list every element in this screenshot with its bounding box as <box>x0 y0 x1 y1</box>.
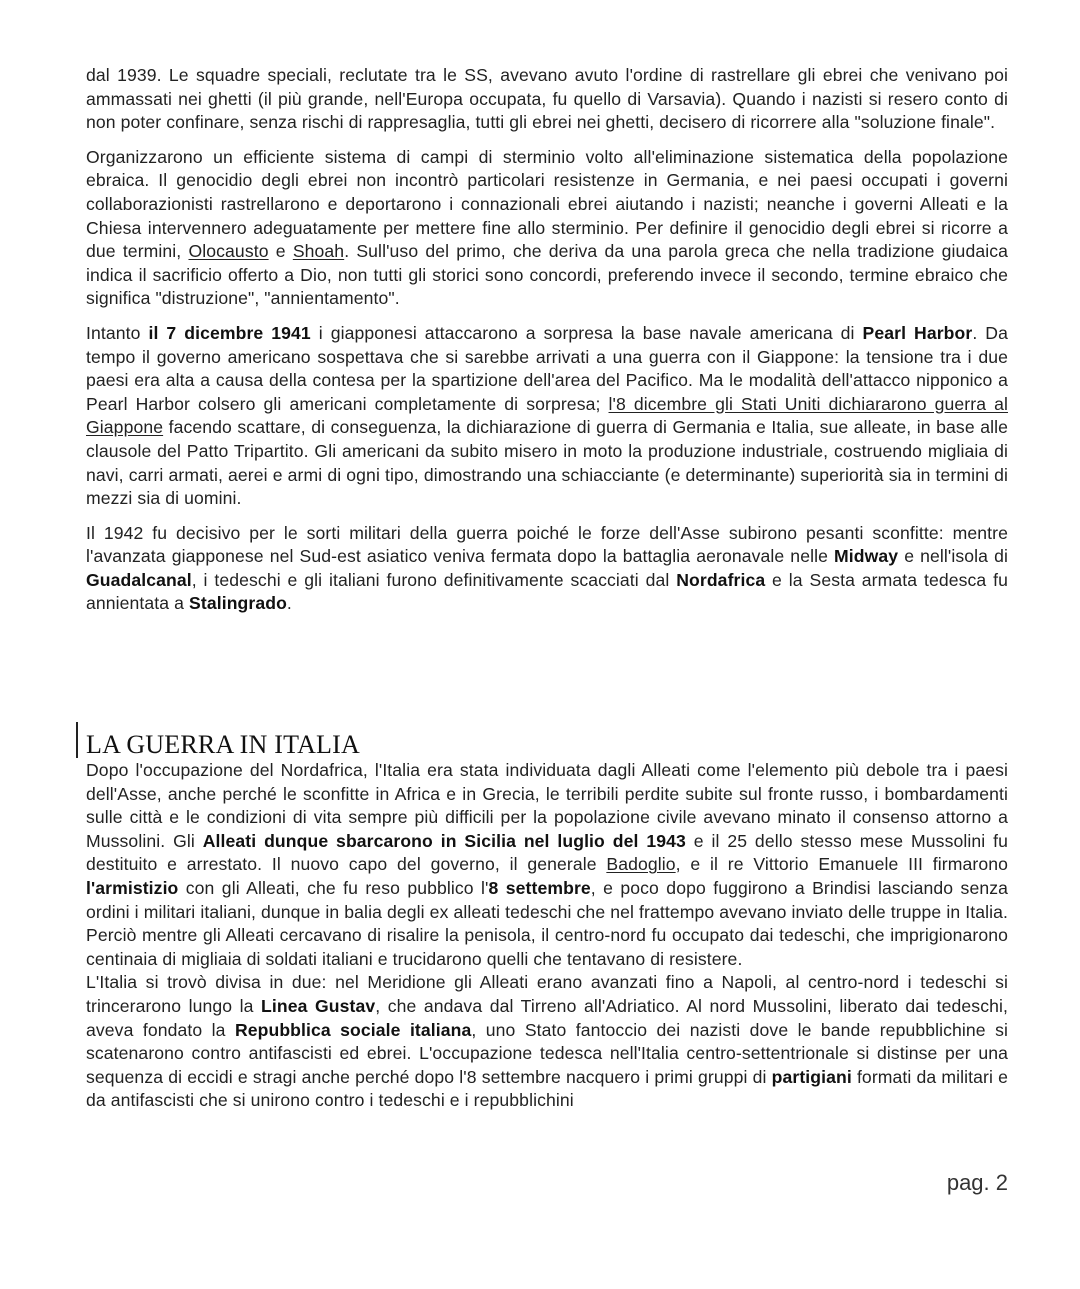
text-run: , che andava dal Tirreno all'Adriatico. Al nord Mussolini, liberato dai tedeschi, aveva fondato la <box>86 995 1008 1040</box>
section-body <box>86 759 1008 1113</box>
text-run: L'Italia si trovò divisa in due: nel Meridione gli Alleati erano avanzati fino a Napoli, al centro-nord i tedeschi si trincerarono lungo la <box>86 972 1008 1016</box>
text-run: e il 25 dello stesso mese Mussolini fu destituito e arrestato. Il nuovo capo del governo, il generale <box>86 830 1008 875</box>
bold-text: Midway <box>834 546 899 567</box>
text-run: con gli Alleati, che fu reso pubblico l' <box>178 877 489 898</box>
text-run: Dopo l'occupazione del Nordafrica, l'Italia era stata individuata dagli Alleati come l'elemento più debole tra i paesi dell'Asse, anche perché le sconfitte in Africa e in Grecia, le terribili perdite subite sul fronte russo, i bombardamenti sulle città e le condizioni di vita sempre più difficili per la popolazione civile avevano minato il consenso attorno a Mussolini. Gli <box>86 760 1008 851</box>
text-run: formati da militari e da antifascisti che si unirono contro i tedeschi e i repubblichini <box>86 1066 1008 1111</box>
text-run: . Da tempo il governo americano sospettava che si sarebbe arrivati a una guerra con il Giappone: la tensione tra i due paesi era alta a causa della contesa per la spartizione dell'area del Pacifico. Ma le modalità dell'attacco nipponico a Pearl Harbor colsero gli americani completamente di sorpresa; <box>86 322 1008 414</box>
text-run: , i tedeschi e gli italiani furono definitivamente scacciati dal <box>191 569 677 590</box>
text-run: Organizzarono un efficiente sistema di campi di sterminio volto all'eliminazione sistematica della popolazione ebraica. Il genocidio degli ebrei non incontrò particolari resistenze in Germania, e nei paesi occupati i governi collaborazionisti rastrellarono e deportarono i connazionali ebrei aiutando i nazisti; neanche i governi Alleati e la Chiesa intervennero adeguatamente per mettere fine allo sterminio. Per definire il genocidio degli ebrei si ricorre a due termini, <box>86 146 1008 262</box>
bold-text: l'armistizio <box>86 877 179 898</box>
bold-text: Pearl Harbor <box>862 322 973 343</box>
text-run: e <box>268 241 293 262</box>
text-run: , e il re Vittorio Emanuele III firmarono <box>675 854 1008 875</box>
page-number: pag. 2 <box>946 1170 1008 1195</box>
text-run: Il 1942 fu decisivo per le sorti militari della guerra poiché le forze dell'Asse subirono pesanti sconfitte: mentre l'avanzata giapponese nel Sud-est asiatico veniva fermata dopo la battaglia aeronavale nelle <box>86 522 1008 567</box>
bold-text: il 7 dicembre 1941 <box>148 322 311 343</box>
paragraph <box>86 759 1008 971</box>
paragraph <box>86 322 1008 511</box>
underlined-text: Olocausto <box>188 241 269 262</box>
underlined-text: Shoah <box>292 241 345 262</box>
underlined-text: l'8 dicembre gli Stati Uniti dichiararono guerra al Giappone <box>86 393 1009 438</box>
paragraph <box>86 64 1008 135</box>
text-run: dal 1939. Le squadre speciali, reclutate tra le SS, avevano avuto l'ordine di rastrellare gli ebrei che venivano poi ammassati nei ghetti (il più grande, nell'Europa occupata, fu quello di Varsavia). Quando i nazisti si resero conto di non poter confinare, senza rischi di rappresaglia, tutti gli ebrei nei ghetti, decisero di ricorrere alla "soluzione finale". <box>86 65 1008 133</box>
bold-text: Nordafrica <box>676 569 766 590</box>
text-run: e la Sesta armata tedesca fu annientata a <box>86 569 1008 614</box>
text-run: facendo scattare, di conseguenza, la dichiarazione di guerra di Germania e Italia, sue alleate, in base alle clausole del Patto Tripartito. Gli americani da subito misero in moto la produzione industriale, costruendo migliaia di navi, carri armati, aerei e armi di ogni tipo, dimostrando una schiacciante (e determinante) superiorità sia in termini di mezzi sia di uomini. <box>86 417 1008 509</box>
text-run: e nell'isola di <box>898 546 1008 567</box>
document-body <box>86 64 1008 616</box>
paragraph <box>86 971 1008 1113</box>
paragraph <box>86 522 1008 616</box>
bold-text: partigiani <box>771 1066 852 1087</box>
text-run: , uno Stato fantoccio dei nazisti dove le bande repubblichine si scatenarono contro antifascisti ed ebrei. L'occupazione tedesca nell'Italia centro-settentrionale si distinse per una sequenza di eccidi e stragi anche perché dopo l'8 settembre nacquero i primi gruppi di <box>86 1019 1008 1087</box>
text-run: . <box>286 593 292 614</box>
text-run: , e poco dopo fuggirono a Brindisi lasciando senza ordini i militari italiani, dunque in balia degli ex alleati tedeschi che nel frattempo avevano inviato delle truppe in Italia. Perciò mentre gli Alleati cercavano di risalire la penisola, il centro-nord fu occupato dai tedeschi, che imprigionarono centinaia di migliaia di soldati italiani e trucidarono quelli che tentavano di resistere. <box>86 877 1008 969</box>
text-run: i giapponesi attaccarono a sorpresa la base navale americana di <box>310 322 863 343</box>
section-heading: LA GUERRA IN ITALIA <box>86 730 360 759</box>
bold-text: Stalingrado <box>189 593 287 614</box>
bold-text: Alleati dunque sbarcarono in Sicilia nel luglio del 1943 <box>202 830 686 851</box>
bold-text: Repubblica sociale italiana <box>234 1019 472 1040</box>
bold-text: Linea Gustav <box>261 995 376 1016</box>
bold-text: 8 settembre <box>488 877 591 898</box>
text-run: Intanto <box>86 322 149 343</box>
paragraph <box>86 146 1008 311</box>
section-heading-block <box>76 722 1016 760</box>
text-run: . Sull'uso del primo, che deriva da una parola greca che nella tradizione giudaica indica il sacrificio offerto a Dio, non tutti gli storici sono concordi, preferendo invece il secondo, termine ebraico che significa "distruzione", "annientamento". <box>86 241 1009 309</box>
bold-text: Guadalcanal <box>86 569 192 590</box>
underlined-text: Badoglio <box>606 854 676 875</box>
text-cursor <box>76 722 78 758</box>
